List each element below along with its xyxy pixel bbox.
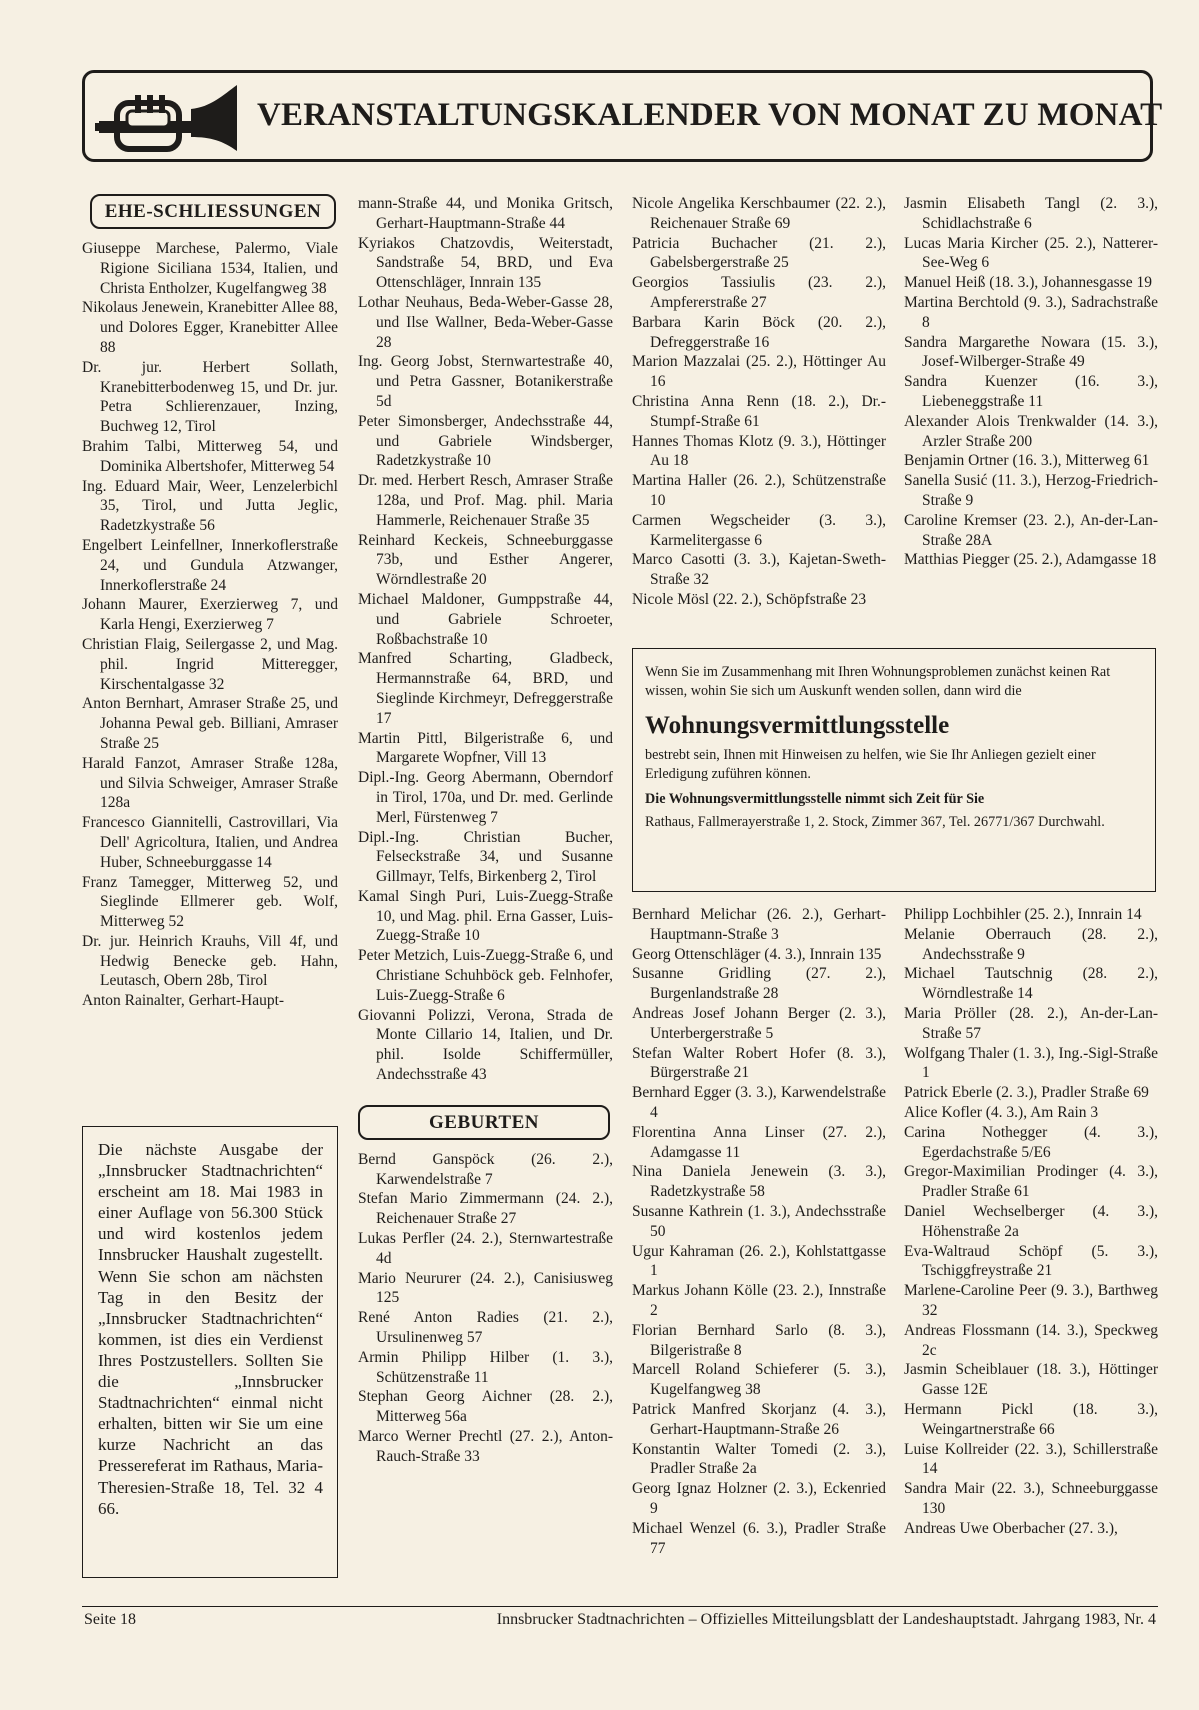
list-item: Martin Pittl, Bilgeristraße 6, und Margarete Wopfner, Vill 13: [358, 729, 613, 767]
list-item: Manfred Scharting, Gladbeck, Hermannstraße 64, BRD, und Sieglinde Kirchmeyr, Defreggerstraße 17: [358, 650, 613, 727]
list-item: Wolfgang Thaler (1. 3.), Ing.-Sigl-Straße 1: [904, 1044, 1158, 1082]
list-item: Stephan Georg Aichner (28. 2.), Mitterweg 56a: [358, 1388, 613, 1426]
list-item: Franz Tamegger, Mitterweg 52, und Sieglinde Ellmerer geb. Wolf, Mitterweg 52: [82, 873, 338, 931]
list-item: Nicole Mösl (22. 2.), Schöpfstraße 23: [632, 590, 867, 608]
housing-slogan: Die Wohnungsvermittlungsstelle nimmt sich Zeit für Sie: [645, 791, 985, 807]
column-3: [632, 194, 886, 610]
list-item: Eva-Waltraud Schöpf (5. 3.), Tschiggfreystraße 21: [904, 1242, 1158, 1280]
list-item: Susanne Gridling (27. 2.), Burgenlandstraße 28: [632, 965, 886, 1003]
list-item: Bernhard Egger (3. 3.), Karwendelstraße 4: [632, 1084, 886, 1121]
list-item: Nicole Angelika Kerschbaumer (22. 2.), Reichenauer Straße 69: [632, 195, 886, 232]
list-item: Andreas Flossmann (14. 3.), Speckweg 2c: [904, 1321, 1158, 1359]
list-item: Marcell Roland Schieferer (5. 3.), Kugelfangweg 38: [632, 1361, 886, 1399]
list-item: Hermann Pickl (18. 3.), Weingartnerstraße 66: [904, 1400, 1158, 1438]
housing-title: Wohnungsvermittlungsstelle: [645, 712, 950, 739]
list-item: Ugur Kahraman (26. 2.), Kohlstattgasse 1: [632, 1242, 886, 1280]
birth-list-col4: [904, 194, 1158, 570]
list-item: Konstantin Walter Tomedi (2. 3.), Pradler Straße 2a: [632, 1440, 886, 1478]
list-item: Lucas Maria Kircher (25. 2.), Natterer-See-Weg 6: [904, 234, 1158, 272]
list-item: Alice Kofler (4. 3.), Am Rain 3: [904, 1103, 1099, 1121]
marriage-list: [82, 239, 338, 1011]
trumpet-icon: [95, 81, 241, 153]
list-item: Sandra Margarethe Nowara (15. 3.), Josef-Wilberger-Straße 49: [904, 333, 1158, 371]
column-2: [358, 194, 613, 1467]
column-4-lower: [904, 905, 1158, 1539]
list-item: Johann Maurer, Exerzierweg 7, und Karla Hengi, Exerzierweg 7: [82, 596, 338, 634]
list-item: Luise Kollreider (22. 3.), Schillerstraße 14: [904, 1440, 1158, 1478]
footer-divider: [82, 1606, 1158, 1607]
housing-address: Rathaus, Fallmerayerstraße 1, 2. Stock, Zimmer 367, Tel. 26771/367 Durchwahl.: [645, 814, 1105, 830]
list-item: Francesco Giannitelli, Castrovillari, Via Dell' Agricoltura, Italien, und Andrea Huber, Schneeburggasse 14: [82, 814, 338, 871]
list-item: Georg Ignaz Holzner (2. 3.), Eckenried 9: [632, 1480, 886, 1517]
list-item: Daniel Wechselberger (4. 3.), Höhenstraße 2a: [904, 1202, 1158, 1240]
column-1: [82, 194, 338, 1011]
list-item: Dr. med. Herbert Resch, Amraser Straße 128a, und Prof. Mag. phil. Maria Hammerle, Reichenauer Straße 35: [358, 472, 613, 529]
list-item: Jasmin Scheiblauer (18. 3.), Höttinger Gasse 12E: [904, 1361, 1158, 1399]
list-item: Ing. Eduard Mair, Weer, Lenzelerbichl 35, Tirol, und Jutta Jeglic, Radetzkystraße 56: [82, 477, 338, 535]
list-item: Sandra Mair (22. 3.), Schneeburggasse 130: [904, 1480, 1158, 1517]
birth-list-col3-lower: [632, 905, 886, 1558]
list-item: Brahim Talbi, Mitterweg 54, und Dominika Albertshofer, Mitterweg 54: [82, 437, 338, 475]
list-item: Engelbert Leinfellner, Innerkoflerstraße 24, und Gundula Atzwanger, Innerkoflerstraße 24: [82, 536, 338, 594]
list-item: Susanne Kathrein (1. 3.), Andechsstraße 50: [632, 1202, 886, 1240]
list-item: Georg Ottenschläger (4. 3.), Innrain 135: [632, 945, 882, 963]
list-item: Armin Philipp Hilber (1. 3.), Schützenstraße 11: [358, 1348, 613, 1386]
list-item: Lothar Neuhaus, Beda-Weber-Gasse 28, und Ilse Wallner, Beda-Weber-Gasse 28: [358, 293, 613, 351]
list-item: Reinhard Keckeis, Schneeburggasse 73b, und Esther Angerer, Wörndlestraße 20: [358, 531, 613, 589]
list-item: Markus Johann Kölle (23. 2.), Innstraße 2: [632, 1282, 886, 1319]
list-item: Barbara Karin Böck (20. 2.), Defreggerstraße 16: [632, 313, 886, 351]
list-item: Marco Casotti (3. 3.), Kajetan-Sweth-Straße 32: [632, 551, 886, 589]
list-item: Caroline Kremser (23. 2.), An-der-Lan-Straße 28A: [904, 511, 1158, 549]
list-item: Anton Bernhart, Amraser Straße 25, und Johanna Pewal geb. Billiani, Amraser Straße 25: [82, 695, 338, 752]
list-item: Michael Tautschnig (28. 2.), Wörndlestraße 14: [904, 965, 1158, 1003]
list-item: Lukas Perfler (24. 2.), Sternwartestraße 4d: [358, 1230, 613, 1267]
list-item: Florian Bernhard Sarlo (8. 3.), Bilgeristraße 8: [632, 1321, 886, 1359]
list-item: Giovanni Polizzi, Verona, Strada de Monte Cillario 14, Italien, und Dr. phil. Isolde Schiffermüller, Andechsstraße 43: [358, 1006, 613, 1084]
column-3-lower: [632, 905, 886, 1558]
housing-office-box: [632, 648, 1156, 892]
list-item: Hannes Thomas Klotz (9. 3.), Höttinger Au 18: [632, 432, 886, 470]
list-item: Carina Nothegger (4. 3.), Egerdachstraße 5/E6: [904, 1123, 1158, 1161]
list-item: Philipp Lochbihler (25. 2.), Innrain 14: [904, 906, 1142, 923]
list-item: Manuel Heiß (18. 3.), Johannesgasse 19: [904, 274, 1152, 292]
list-item: Marco Werner Prechtl (27. 2.), Anton-Rauch-Straße 33: [358, 1428, 613, 1465]
list-item: Patrick Manfred Skorjanz (4. 3.), Gerhart-Hauptmann-Straße 26: [632, 1400, 886, 1438]
list-item: Andreas Josef Johann Berger (2. 3.), Unterbergerstraße 5: [632, 1004, 886, 1042]
list-item: Nina Daniela Jenewein (3. 3.), Radetzkystraße 58: [632, 1163, 886, 1201]
list-item: Dipl.-Ing. Georg Abermann, Oberndorf in Tirol, 170a, und Dr. med. Gerlinde Merl, Fürstenweg 7: [358, 769, 613, 826]
list-item: Marlene-Caroline Peer (9. 3.), Barthweg 32: [904, 1282, 1158, 1319]
next-issue-notice: Die nächste Ausgabe der „Innsbrucker Stadtnachrichten“ erscheint am 18. Mai 1983 in einer Auflage von 56.300 Stück und wird kostenlos jedem Innsbrucker Haushalt zugestellt. Wenn Sie schon am nächsten Tag in den Besitz der „Innsbrucker Stadtnachrichten“ kommen, ist dies ein Verdienst Ihres Postzustellers. Sollten Sie die „Innsbrucker Stadtnachrichten“ einmal nicht erhalten, bitten wir Sie um eine kurze Nachricht an das Pressereferat im Rathaus, Maria-Theresien-Straße 18, Tel. 32 4 66.: [82, 1126, 338, 1578]
page-number: Seite 18: [84, 1611, 136, 1628]
list-item: Ing. Georg Jobst, Sternwartestraße 40, und Petra Gassner, Botanikerstraße 5d: [358, 353, 613, 410]
list-item: Nikolaus Jenewein, Kranebitter Allee 88, und Dolores Egger, Kranebitter Allee 88: [82, 299, 338, 356]
list-item: Michael Maldoner, Gumppstraße 44, und Gabriele Schroeter, Roßbachstraße 10: [358, 590, 613, 648]
list-item: Matthias Piegger (25. 2.), Adamgasse 18: [904, 551, 1157, 569]
list-item: Dr. jur. Heinrich Krauhs, Vill 4f, und Hedwig Benecke geb. Hahn, Leutasch, Obern 28b, Tirol: [82, 932, 338, 990]
list-item: Dipl.-Ing. Christian Bucher, Felseckstraße 34, und Susanne Gillmayr, Telfs, Birkenberg 2, Tirol: [358, 828, 613, 886]
list-item: Christian Flaig, Seilergasse 2, und Mag. phil. Ingrid Mitteregger, Kirschentalgasse 32: [82, 635, 338, 693]
list-item: Maria Pröller (28. 2.), An-der-Lan-Straße 57: [904, 1004, 1158, 1042]
section-header-births: GEBURTEN: [358, 1105, 610, 1140]
list-item: Bernd Ganspöck (26. 2.), Karwendelstraße 7: [358, 1150, 613, 1188]
list-item: Patricia Buchacher (21. 2.), Gabelsbergerstraße 25: [632, 234, 886, 272]
list-item: Gregor-Maximilian Prodinger (4. 3.), Pradler Straße 61: [904, 1163, 1158, 1201]
list-item: Alexander Alois Trenkwalder (14. 3.), Arzler Straße 200: [904, 412, 1158, 450]
list-item: Mario Neururer (24. 2.), Canisiusweg 125: [358, 1269, 613, 1307]
list-item: Kamal Singh Puri, Luis-Zuegg-Straße 10, und Mag. phil. Erna Gasser, Luis-Zuegg-Straße 10: [358, 887, 613, 945]
list-item: Marion Mazzalai (25. 2.), Höttinger Au 16: [632, 353, 886, 391]
list-item: Michael Wenzel (6. 3.), Pradler Straße 77: [632, 1519, 886, 1557]
list-item: Bernhard Melichar (26. 2.), Gerhart-Hauptmann-Straße 3: [632, 906, 886, 943]
list-item: Anton Rainalter, Gerhart-Haupt-: [82, 992, 285, 1010]
list-item: Peter Metzich, Luis-Zuegg-Straße 6, und Christiane Schuhböck geb. Felnhofer, Luis-Zuegg-Straße 6: [358, 947, 613, 1004]
birth-list-col3: [632, 194, 886, 610]
list-item: Carmen Wegscheider (3. 3.), Karmelitergasse 6: [632, 511, 886, 549]
list-item: Dr. jur. Herbert Sollath, Kranebitterbodenweg 15, und Dr. jur. Petra Schlierenzauer, Inzing, Buchweg 12, Tirol: [82, 358, 338, 436]
list-item: Georgios Tassiulis (23. 2.), Ampfererstraße 27: [632, 274, 886, 311]
list-item: Andreas Uwe Oberbacher (27. 3.),: [904, 1519, 1118, 1537]
marriage-list-continued: [358, 194, 613, 1085]
housing-intro: Wenn Sie im Zusammenhang mit Ihren Wohnungsproblemen zunächst keinen Rat wissen, wohin Sie sich um Auskunft wenden sollen, dann wird die: [645, 664, 1111, 699]
list-item: Giuseppe Marchese, Palermo, Viale Rigione Siciliana 1534, Italien, und Christa Entholzer, Kugelfangweg 38: [82, 240, 338, 297]
list-item: René Anton Radies (21. 2.), Ursulinenweg 57: [358, 1309, 613, 1347]
list-item: Stefan Walter Robert Hofer (8. 3.), Bürgerstraße 21: [632, 1044, 886, 1082]
list-item: mann-Straße 44, und Monika Gritsch, Gerhart-Hauptmann-Straße 44: [358, 195, 613, 232]
birth-list-col4-lower: [904, 905, 1158, 1539]
list-item: Martina Berchtold (9. 3.), Sadrachstraße 8: [904, 293, 1158, 331]
list-item: Melanie Oberrauch (28. 2.), Andechsstraße 9: [904, 925, 1158, 963]
list-item: Jasmin Elisabeth Tangl (2. 3.), Schidlachstraße 6: [904, 195, 1158, 232]
list-item: Florentina Anna Linser (27. 2.), Adamgasse 11: [632, 1123, 886, 1161]
publication-line: Innsbrucker Stadtnachrichten – Offizielles Mitteilungsblatt der Landeshauptstadt. Jahrgang 1983, Nr. 4: [496, 1611, 1156, 1628]
list-item: Peter Simonsberger, Andechsstraße 44, und Gabriele Windsberger, Radetzkystraße 10: [358, 412, 613, 470]
list-item: Stefan Mario Zimmermann (24. 2.), Reichenauer Straße 27: [358, 1190, 613, 1228]
birth-list: [358, 1150, 613, 1467]
list-item: Harald Fanzot, Amraser Straße 128a, und Silvia Schweiger, Amraser Straße 128a: [82, 754, 338, 812]
section-header-marriages: EHE-SCHLIESSUNGEN: [90, 194, 336, 229]
list-item: Patrick Eberle (2. 3.), Pradler Straße 69: [904, 1084, 1149, 1102]
list-item: Martina Haller (26. 2.), Schützenstraße 10: [632, 472, 886, 509]
calendar-banner: [82, 70, 1163, 162]
list-item: Kyriakos Chatzovdis, Weiterstadt, Sandstraße 54, BRD, und Eva Ottenschläger, Innrain 135: [358, 234, 613, 292]
list-item: Benjamin Ortner (16. 3.), Mitterweg 61: [904, 452, 1150, 470]
housing-body: bestrebt sein, Ihnen mit Hinweisen zu helfen, wie Sie Ihr Anliegen gezielt einer Erledigung zuführen können.: [645, 747, 1096, 782]
list-item: Sandra Kuenzer (16. 3.), Liebeneggstraße 11: [904, 373, 1158, 410]
page-title: VERANSTALTUNGSKALENDER VON MONAT ZU MONAT: [257, 97, 1163, 133]
list-item: Sanella Susić (11. 3.), Herzog-Friedrich-Straße 9: [904, 472, 1158, 509]
column-4: [904, 194, 1158, 570]
list-item: Christina Anna Renn (18. 2.), Dr.-Stumpf-Straße 61: [632, 392, 886, 430]
